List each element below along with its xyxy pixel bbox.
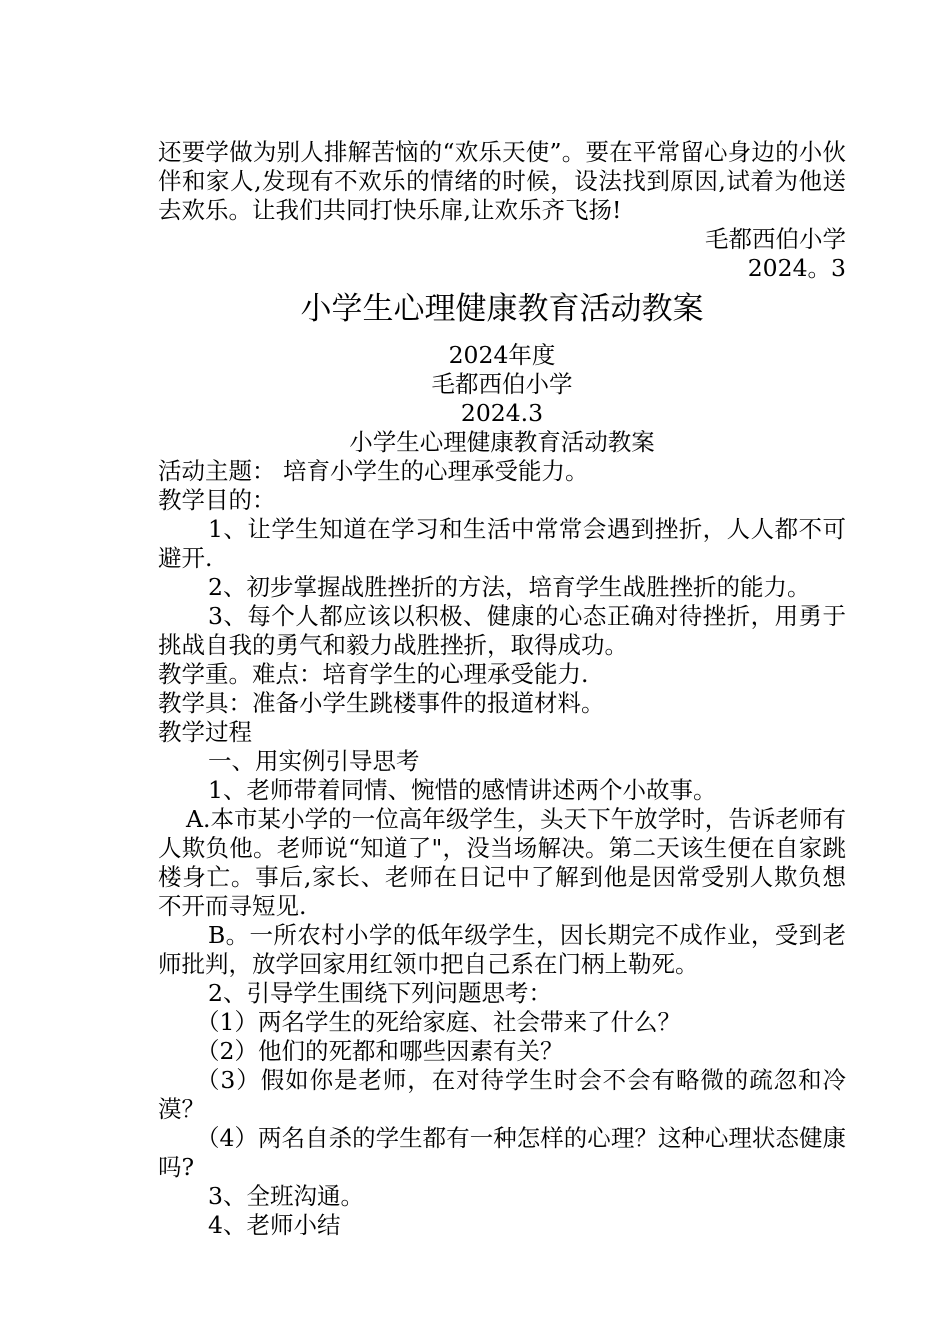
step-item: 3、全班沟通。 — [208, 1182, 364, 1210]
step-item: 2、引导学生围绕下列问题思考： — [208, 979, 552, 1007]
intro-paragraph: 还要学做为别人排解苦恼的“欢乐天使”。要在平常留心身边的小伙伴和家人,发现有不欢乐的情绪的时候，设法找到原因,试着为他送去欢乐。让我们共同打快乐扉,让欢乐齐飞扬! — [158, 138, 846, 224]
intro-school-signature: 毛都西伯小学 — [705, 225, 846, 253]
document-year: 2024年度 — [448, 341, 556, 369]
document-date: 2024.3 — [460, 399, 544, 427]
question-item: （1）两名学生的死给家庭、社会带来了什么？ — [196, 1008, 681, 1036]
document-subtitle: 小学生心理健康教育活动教案 — [349, 428, 655, 456]
goal-item: 2、初步掌握战胜挫折的方法，培育学生战胜挫折的能力。 — [208, 573, 811, 601]
section-heading: 一、用实例引导思考 — [208, 747, 420, 775]
document-body — [158, 138, 846, 1240]
step-item: 1、老师带着同情、惋惜的感情讲述两个小故事。 — [208, 776, 717, 804]
activity-theme: 活动主题： 培育小学生的心理承受能力。 — [158, 457, 589, 485]
story-b: B。一所农村小学的低年级学生，因长期完不成作业，受到老师批判，放学回家用红领巾把自己系在门柄上勒死。 — [158, 921, 846, 978]
goal-item: 3、每个人都应该以积极、健康的心态正确对待挫折，用勇于挑战自我的勇气和毅力战胜挫折，取得成功。 — [158, 602, 846, 659]
goal-heading: 教学目的： — [158, 486, 276, 514]
document-title: 小学生心理健康教育活动教案 — [300, 291, 704, 327]
step-item: 4、老师小结 — [208, 1211, 341, 1239]
question-item: （2）他们的死都和哪些因素有关？ — [196, 1037, 564, 1065]
document-school: 毛都西伯小学 — [431, 370, 573, 398]
process-heading: 教学过程 — [158, 718, 252, 746]
question-item: （4）两名自杀的学生都有一种怎样的心理？这种心理状态健康吗? — [158, 1124, 846, 1181]
key-points: 教学重。难点：培育学生的心理承受能力. — [158, 660, 589, 688]
goal-item: 1、让学生知道在学习和生活中常常会遇到挫折，人人都不可避开. — [158, 515, 846, 572]
intro-date: 2024。3 — [747, 254, 846, 282]
teaching-materials: 教学具：准备小学生跳楼事件的报道材料。 — [158, 689, 605, 717]
question-item: （3）假如你是老师，在对待学生时会不会有略微的疏忽和冷漠？ — [158, 1066, 846, 1123]
story-a: A.本市某小学的一位高年级学生，头天下午放学时，告诉老师有人欺负他。老师说“知道了"，没当场解决。第二天该生便在自家跳楼身亡。事后,家长、老师在日记中了解到他是因常受别人欺负想不开而寻短见. — [158, 805, 846, 920]
